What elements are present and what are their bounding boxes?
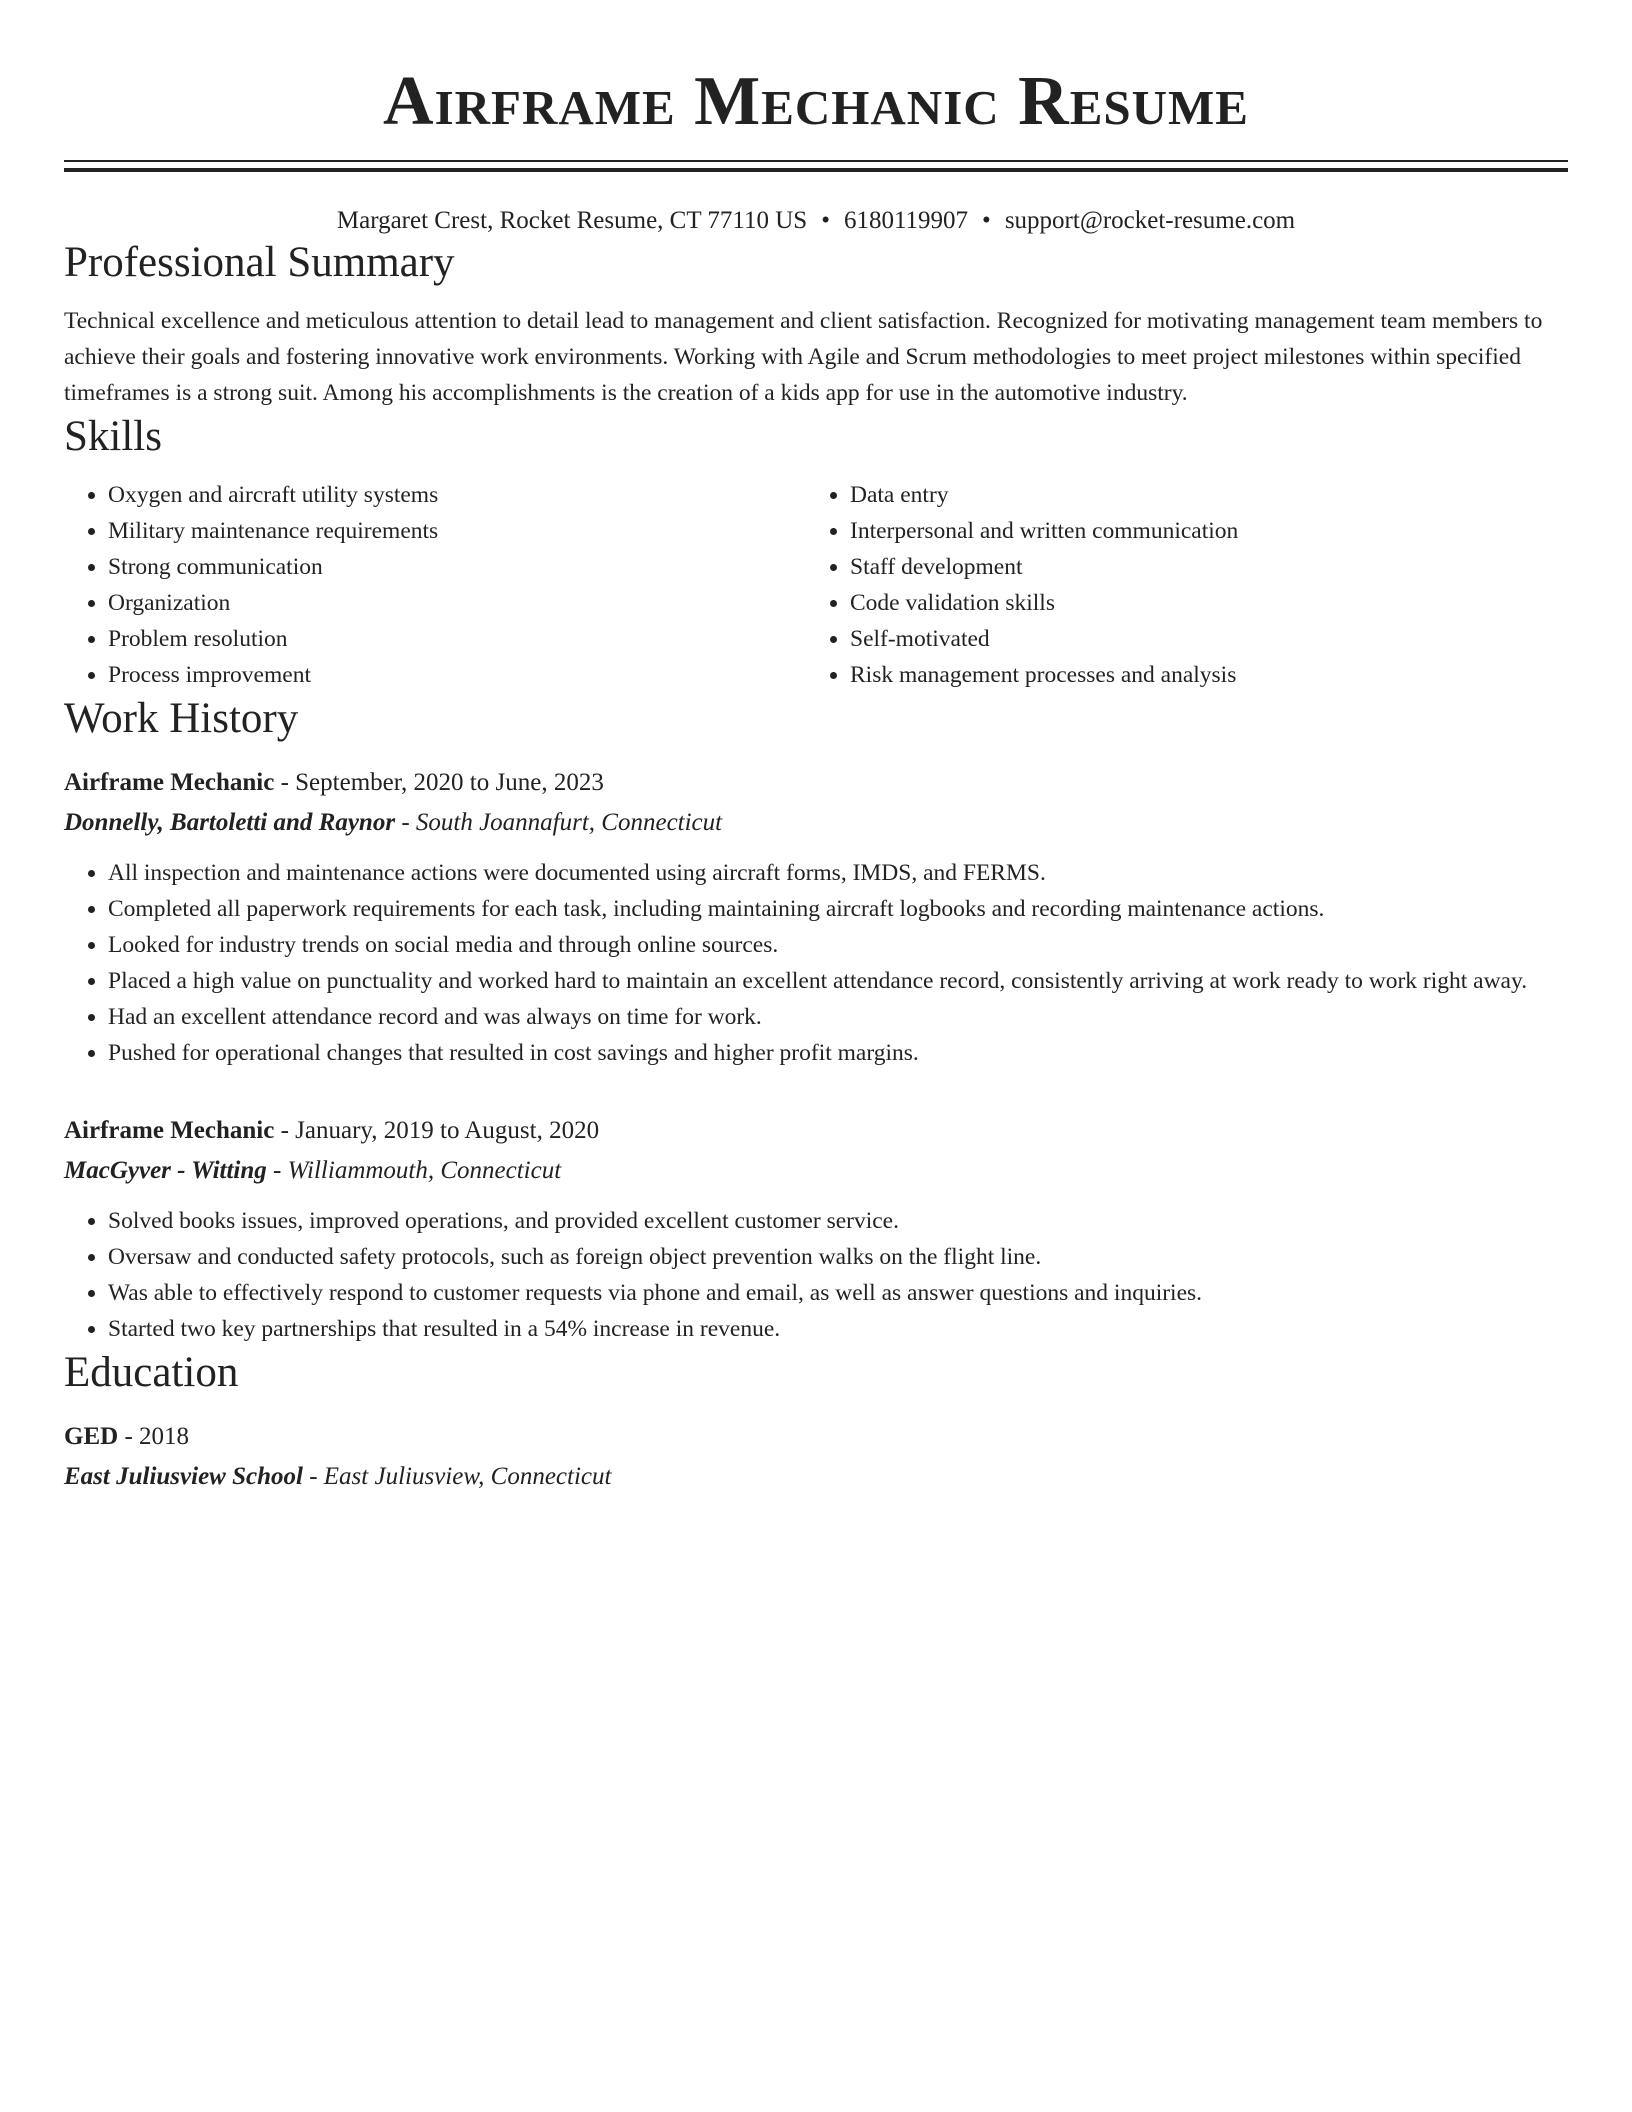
work-history-heading: Work History (64, 695, 299, 742)
skills-list (64, 477, 1568, 693)
skill-item: • Process improvement (108, 657, 806, 693)
title-divider (64, 160, 1568, 172)
contact-address: Margaret Crest, Rocket Resume, CT 77110 US (336, 207, 808, 234)
job-title-line (64, 763, 1568, 803)
skills-column-right (806, 477, 1566, 693)
education-location: - East Juliusview, Connecticut (309, 1463, 612, 1490)
job-bullet: • Had an excellent attendance record and was always on time for work. (108, 999, 1568, 1035)
job-bullet: • Was able to effectively respond to customer requests via phone and email, as well as answer questions and inquiries. (108, 1275, 1568, 1311)
education-school: East Juliusview School (64, 1463, 303, 1490)
job-bullet: • Pushed for operational changes that resulted in cost savings and higher profit margins. (108, 1035, 1568, 1071)
skill-item: • Staff development (850, 549, 1566, 585)
job-dates: - January, 2019 to August, 2020 (280, 1117, 600, 1144)
job-company-line (64, 1151, 1568, 1191)
job-bullets (64, 855, 1568, 1071)
contact-line (64, 205, 1568, 237)
job-entry (64, 763, 1568, 1071)
summary-text: Technical excellence and meticulous attention to detail lead to management and client satisfaction. Recognized for motivating management team members to achieve their goals and fostering innovative work environments. Working with Agile and Scrum methodologies to meet project milestones within specified timeframes is a strong suit. Among his accomplishments is the creation of a kids app for use in the automotive industry. (64, 308, 1543, 406)
skill-item: • Interpersonal and written communication (850, 513, 1566, 549)
job-company: MacGyver - Witting (64, 1157, 267, 1184)
skill-item: • Oxygen and aircraft utility systems (108, 477, 806, 513)
divider-thin-line (64, 160, 1568, 162)
skill-item: • Risk management processes and analysis (850, 657, 1566, 693)
job-bullet: • Solved books issues, improved operations, and provided excellent customer service. (108, 1203, 1568, 1239)
divider-thick-line (64, 168, 1568, 172)
job-title-line (64, 1111, 1568, 1151)
education-year: - 2018 (124, 1423, 190, 1450)
job-location: - Williammouth, Connecticut (273, 1157, 562, 1184)
contact-separator: • (821, 207, 830, 234)
job-title: Airframe Mechanic (64, 769, 275, 796)
job-dates: - September, 2020 to June, 2023 (280, 769, 604, 796)
job-bullet: • Looked for industry trends on social media and through online sources. (108, 927, 1568, 963)
job-bullet: • Completed all paperwork requirements for each task, including maintaining aircraft logbooks and recording maintenance actions. (108, 891, 1568, 927)
job-bullet: • Started two key partnerships that resulted in a 54% increase in revenue. (108, 1311, 1568, 1347)
skill-item: • Data entry (850, 477, 1566, 513)
job-company: Donnelly, Bartoletti and Raynor (64, 809, 396, 836)
contact-separator: • (982, 207, 991, 234)
skill-item: • Organization (108, 585, 806, 621)
summary-heading: Professional Summary (64, 239, 455, 286)
job-bullet: • Placed a high value on punctuality and worked hard to maintain an excellent attendance record, consistently arriving at work ready to work right away. (108, 963, 1568, 999)
skills-heading: Skills (64, 413, 162, 460)
skill-item: • Military maintenance requirements (108, 513, 806, 549)
education-degree: GED (64, 1423, 119, 1450)
skill-item: • Problem resolution (108, 621, 806, 657)
job-bullets (64, 1203, 1568, 1347)
skills-column-left (64, 477, 806, 693)
education-heading: Education (64, 1349, 239, 1396)
education-degree-line (64, 1417, 1568, 1457)
job-company-line (64, 803, 1568, 843)
job-location: - South Joannafurt, Connecticut (401, 809, 723, 836)
contact-email[interactable]: support@rocket-resume.com (1004, 207, 1296, 234)
skill-item: • Self-motivated (850, 621, 1566, 657)
job-title: Airframe Mechanic (64, 1117, 275, 1144)
skill-item: • Code validation skills (850, 585, 1566, 621)
education-school-line (64, 1457, 1568, 1497)
job-bullet: • Oversaw and conducted safety protocols, such as foreign object prevention walks on the flight line. (108, 1239, 1568, 1275)
skill-item: • Strong communication (108, 549, 806, 585)
job-entry (64, 1111, 1568, 1347)
contact-phone: 6180119907 (843, 207, 969, 234)
job-bullet: • All inspection and maintenance actions were documented using aircraft forms, IMDS, and FERMS. (108, 855, 1568, 891)
page-title: Airframe Mechanic Resume (383, 63, 1249, 140)
education-entry (64, 1417, 1568, 1497)
